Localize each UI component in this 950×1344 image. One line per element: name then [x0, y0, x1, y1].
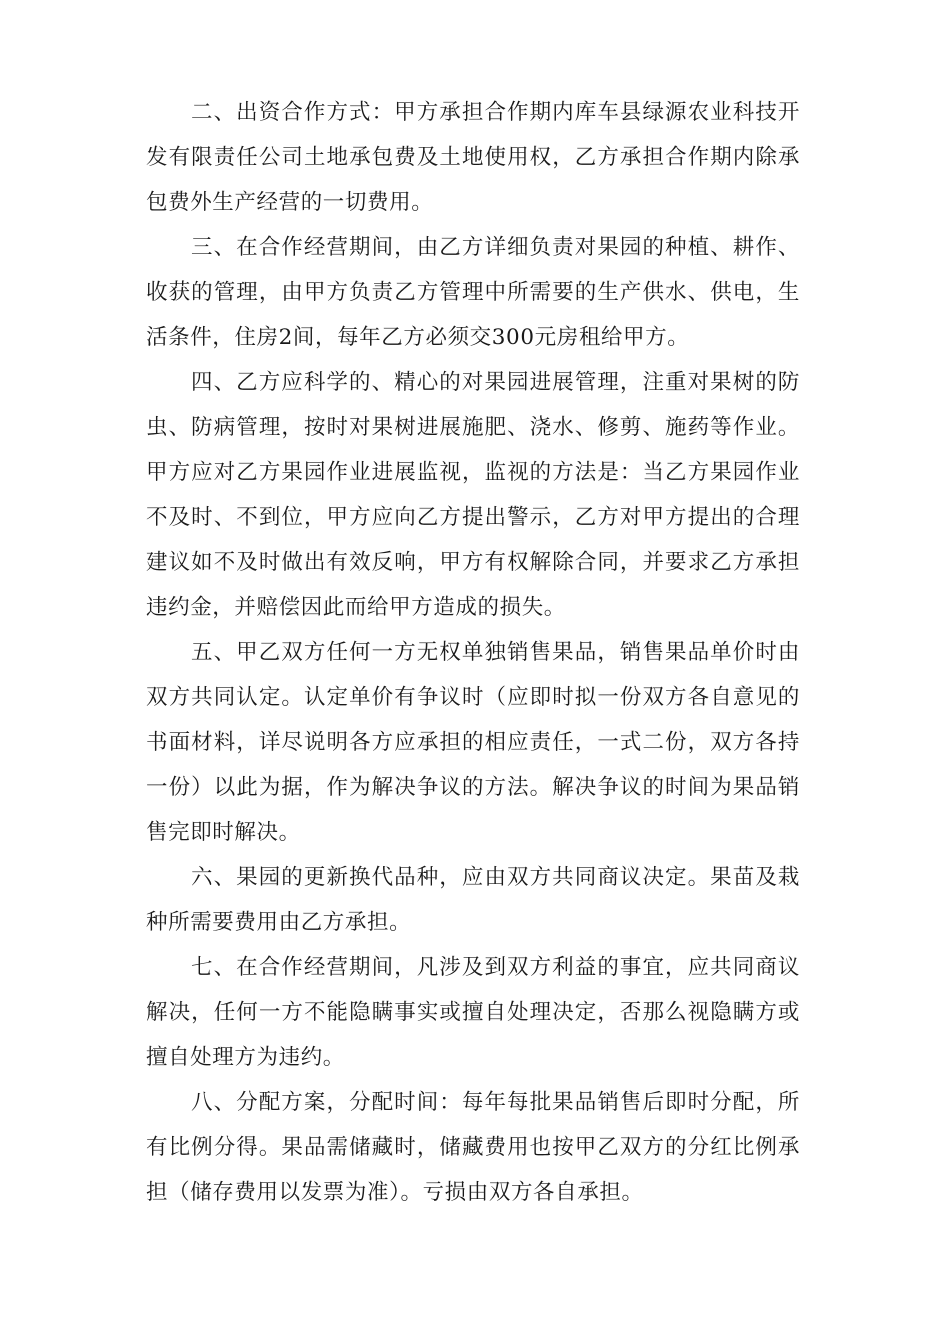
clause-4-paragraph: 四、乙方应科学的、精心的对果园进展管理，注重对果树的防虫、防病管理，按时对果树进展施肥、浇水、修剪、施药等作业。甲方应对乙方果园作业进展监视，监视的方法是：当乙方果园作业不及时、不到位，甲方应向乙方提出警示，乙方对甲方提出的合理建议如不及时做出有效反响，甲方有权解除合同，并要求乙方承担违约金，并赔偿因此而给甲方造成的损失。 [146, 370, 800, 620]
document-body [146, 90, 800, 1215]
clause-2-paragraph: 二、出资合作方式：甲方承担合作期内库车县绿源农业科技开发有限责任公司土地承包费及土地使用权，乙方承担合作期内除承包费外生产经营的一切费用。 [146, 100, 800, 215]
clause-5-paragraph: 五、甲乙双方任何一方无权单独销售果品，销售果品单价时由双方共同认定。认定单价有争议时（应即时拟一份双方各自意见的书面材料，详尽说明各方应承担的相应责任，一式二份，双方各持一份）以此为据，作为解决争议的方法。解决争议的时间为果品销售完即时解决。 [146, 640, 800, 845]
clause-3-paragraph: 三、在合作经营期间，由乙方详细负责对果园的种植、耕作、收获的管理，由甲方负责乙方管理中所需要的生产供水、供电，生活条件，住房2间，每年乙方必须交300元房租给甲方。 [146, 235, 800, 350]
clause-7-paragraph: 七、在合作经营期间，凡涉及到双方利益的事宜，应共同商议解决，任何一方不能隐瞒事实或擅自处理决定，否那么视隐瞒方或擅自处理方为违约。 [146, 955, 800, 1070]
clause-8-paragraph: 八、分配方案，分配时间：每年每批果品销售后即时分配，所有比例分得。果品需储藏时，储藏费用也按甲乙双方的分红比例承担（储存费用以发票为准）。亏损由双方各自承担。 [146, 1090, 800, 1205]
clause-6-paragraph: 六、果园的更新换代品种，应由双方共同商议决定。果苗及栽种所需要费用由乙方承担。 [146, 865, 800, 935]
